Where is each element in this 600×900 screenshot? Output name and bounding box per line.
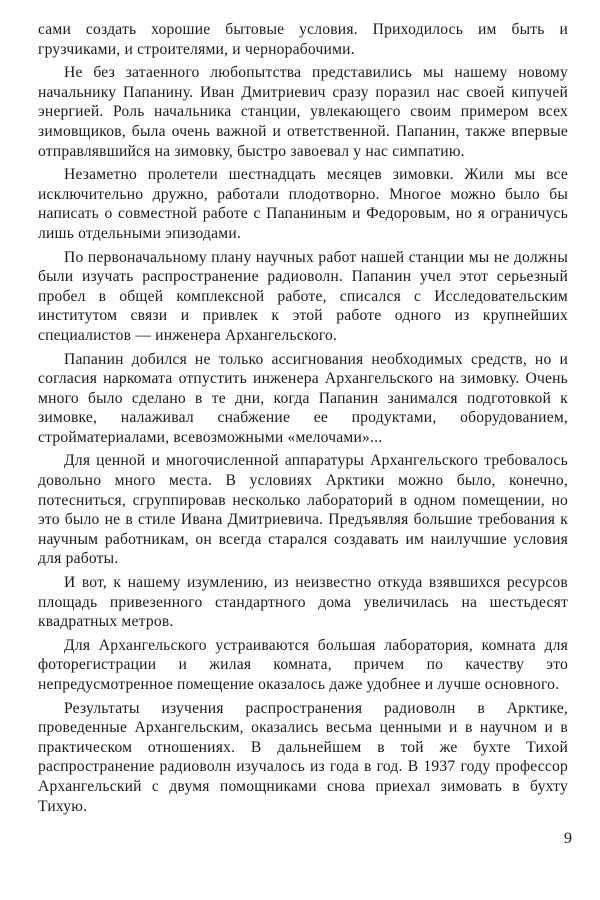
paragraph-4: По первоначальному плану научных работ нашей станции мы не должны были изучать распространение радиоволн. Папанин учел этот серьезный пробел в общей комплексной работе, списался с Исследовательским институтом связи и привлек к этой работе одного из крупнейших специалистов — инженера Архангельского.	[38, 248, 568, 344]
paragraph-1: сами создать хорошие бытовые условия. Приходилось им быть и грузчиками, и строителями, и чернорабочими.	[38, 21, 568, 58]
paragraph-7: И вот, к нашему изумлению, из неизвестно откуда взявшихся ресурсов площадь привезенного стандартного дома увеличилась на шестьдесят квадратных метров.	[38, 574, 568, 631]
paragraph-9: Результаты изучения распространения радиоволн в Арктике, проведенные Архангельским, оказались весьма ценными и в научном и в практическом отношениях. В дальнейшем в той же бухте Тихой распространение радиоволн изучалось из года в год. В 1937 году профессор Архангельский с двумя помощниками снова приехал зимовать в бухту Тихую.	[38, 699, 568, 815]
paragraph-5: Папанин добился не только ассигнования необходимых средств, но и согласия наркомата отпустить инженера Архангельского на зимовку. Очень много было сделано в те дни, когда Папанин занимался подготовкой к зимовке, налаживал снабжение ее продуктами, оборудованием, стройматериалами, всевозможными «мелочами»...	[38, 350, 568, 446]
page-body	[38, 20, 568, 820]
paragraph-8: Для Архангельского устраиваются большая лаборатория, комната для фоторегистрации и жилая комната, причем по качеству это непредусмотренное помещение оказалось даже удобнее и лучше основного.	[38, 636, 568, 693]
page-number: 9	[564, 830, 572, 847]
paragraph-2: Не без затаенного любопытства представились мы нашему новому начальнику Папанину. Иван Дмитриевич сразу поразил нас своей кипучей энергией. Роль начальника станции, увлекающего своим примером всех зимовщиков, была очень важной и ответственной. Папанин, также впервые отправлявшийся на зимовку, быстро завоевал у нас симпатию.	[38, 64, 568, 160]
paragraph-6: Для ценной и многочисленной аппаратуры Архангельского требовалось довольно много места. В условиях Арктики можно было, конечно, потесниться, сгруппировав несколько лабораторий в одном помещении, но это было не в стиле Ивана Дмитриевича. Предъявляя большие требования к научным работникам, он всегда старался создавать им наилучшие условия для работы.	[38, 452, 568, 568]
paragraph-3: Незаметно пролетели шестнадцать месяцев зимовки. Жили мы все исключительно дружно, работали плодотворно. Многое можно было бы написать о совместной работе с Папаниным и Федоровым, но я ограничусь лишь отдельными эпизодами.	[38, 166, 568, 242]
